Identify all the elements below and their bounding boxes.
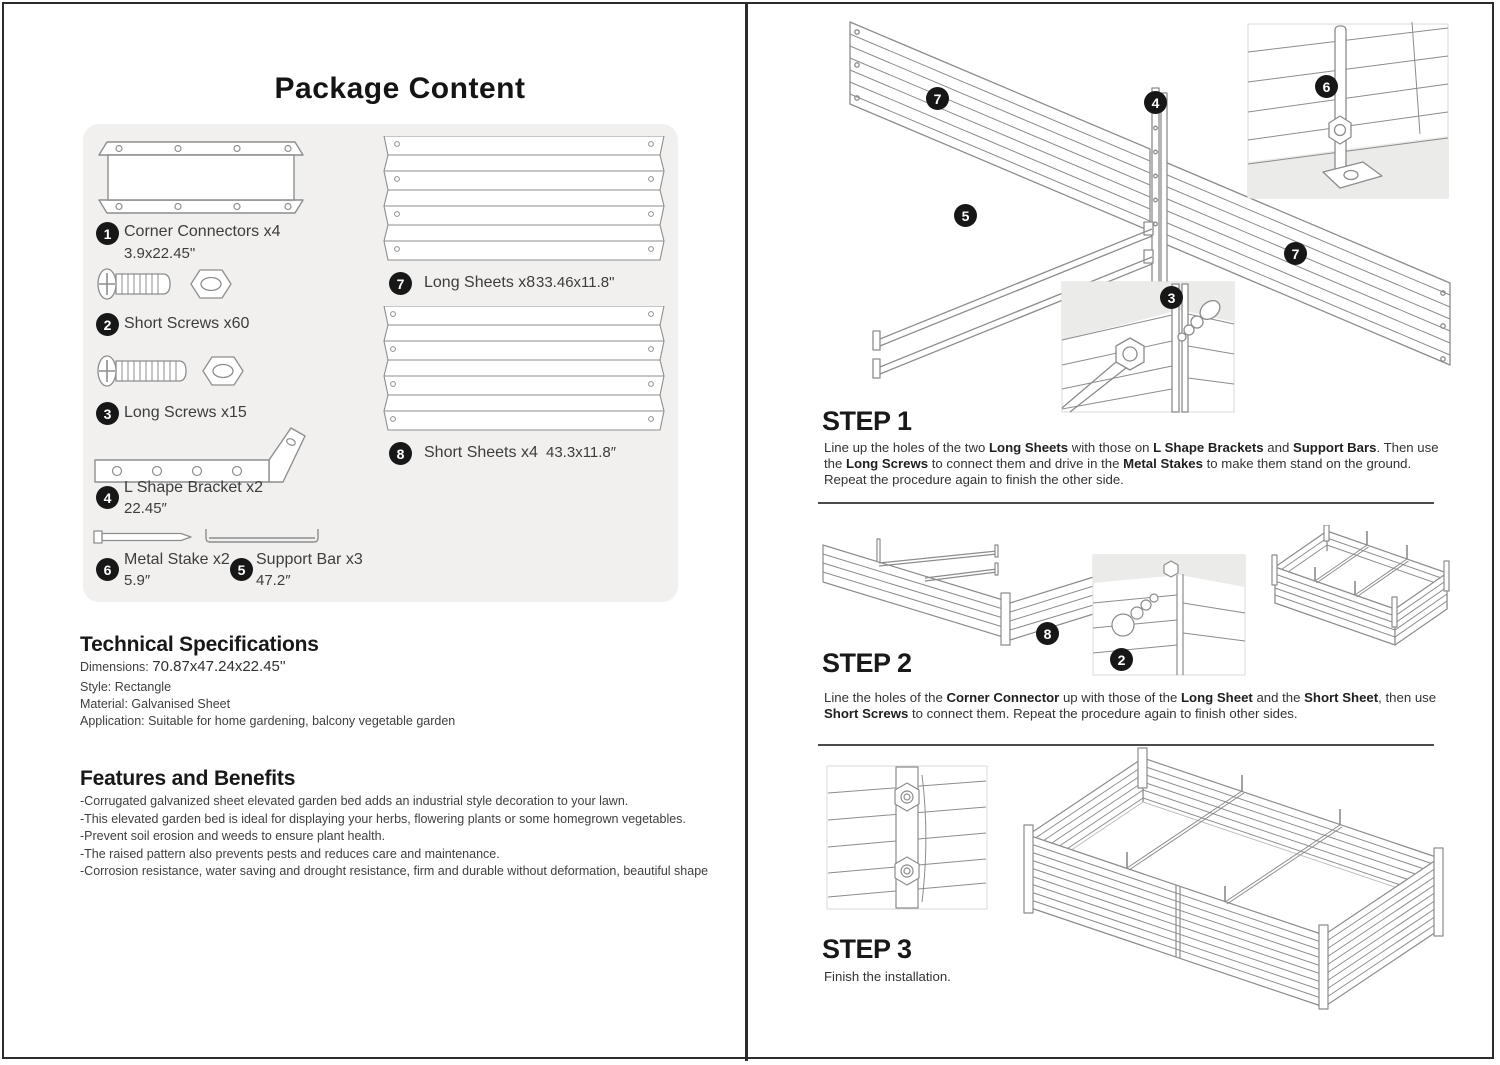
short-sheets-icon [383,306,665,434]
item-label: Long Screws x15 [124,404,247,421]
item-size: 47.2″ [256,572,291,589]
callout-support-bar: 5 [954,204,977,227]
spec-style: Style: Rectangle [80,680,172,694]
feature-item: -Corrugated galvanized sheet elevated garden bed adds an industrial style decoration to your lawn. [80,794,629,808]
step1-heading: STEP 1 [822,406,912,436]
item-label: Short Screws x60 [124,315,250,332]
item-number-badge: 5 [230,558,253,581]
long-sheets-icon [383,136,665,264]
short-screw-icon [95,263,237,305]
step-divider [818,502,1434,504]
step2-heading: STEP 2 [822,648,912,678]
item-label: Short Sheets x4 [424,444,538,461]
item-size: 3.9x22.45" [124,245,196,262]
spec-dimensions [80,658,286,675]
feature-item: -This elevated garden bed is ideal for displaying your herbs, flowering plants or some homegrown vegetables. [80,811,686,826]
item-label: Long Sheets x8 [424,274,536,291]
step3-heading: STEP 3 [822,934,912,964]
callout-long-sheet: 7 [926,87,949,110]
item-label: Corner Connectors x4 [124,223,281,240]
corner-connector-icon [95,138,307,218]
spec-application: Application: Suitable for home gardening, balcony vegetable garden [80,714,456,728]
item-size: 43.3x11.8″ [546,444,617,461]
item-label: L Shape Bracket x2 [124,479,264,496]
step1-diagram [795,10,1475,415]
item-size: 22.45″ [124,500,167,517]
feature-item: -Prevent soil erosion and weeds to ensure plant health. [80,829,386,844]
item-number-badge: 2 [96,313,119,336]
item-label: Support Bar x3 [256,551,363,568]
features-list [80,793,708,881]
metal-stake-icon [93,526,195,548]
item-number-badge: 1 [96,222,119,245]
features-heading: Features and Benefits [80,767,296,790]
item-label: Metal Stake x2 [124,551,230,568]
step1-body: Line up the holes of the two Long Sheets with those on L Shape Brackets and Support Bars. Then use the Long Screws to connect them and drive in the Metal Stakes to make them stand on the ground. Repeat the procedure again to finish the other side. [824,440,1439,487]
feature-item: -The raised pattern also prevents pests and reduces care and maintenance. [80,846,500,861]
long-screw-icon [95,350,247,392]
callout-short-screw: 2 [1110,648,1133,671]
support-bar-icon [203,526,321,548]
callout-l-bracket: 4 [1144,91,1167,114]
step2-body: Line the holes of the Corner Connector up with those of the Long Sheet and the Short Sheet, then use Short Screws to connect them. Repeat the procedure again to finish other sides. [824,690,1437,721]
item-number-badge: 8 [389,442,412,465]
item-number-badge: 7 [389,272,412,295]
step3-bolt-inset [826,765,988,910]
step3-body: Finish the installation. [824,969,951,984]
callout-long-sheet: 7 [1284,242,1307,265]
spec-material: Material: Galvanised Sheet [80,697,231,711]
step2-diagram [815,525,1465,683]
item-size: 33.46x11.8" [536,274,615,291]
item-number-badge: 4 [96,486,119,509]
item-number-badge: 6 [96,558,119,581]
page-title: Package Content [274,72,526,105]
callout-long-screw: 3 [1160,286,1183,309]
center-divider [745,4,748,1061]
spec-dimensions-value: 70.87x47.24x22.45'' [152,658,286,675]
specs-heading: Technical Specifications [80,633,319,656]
feature-item: -Corrosion resistance, water saving and drought resistance, firm and durable without deformation, beautiful shape [80,864,709,879]
item-number-badge: 3 [96,402,119,425]
spec-dimensions-label: Dimensions: [80,660,149,674]
item-size: 5.9″ [124,572,151,589]
callout-short-sheet: 8 [1036,622,1059,645]
callout-metal-stake: 6 [1315,75,1338,98]
